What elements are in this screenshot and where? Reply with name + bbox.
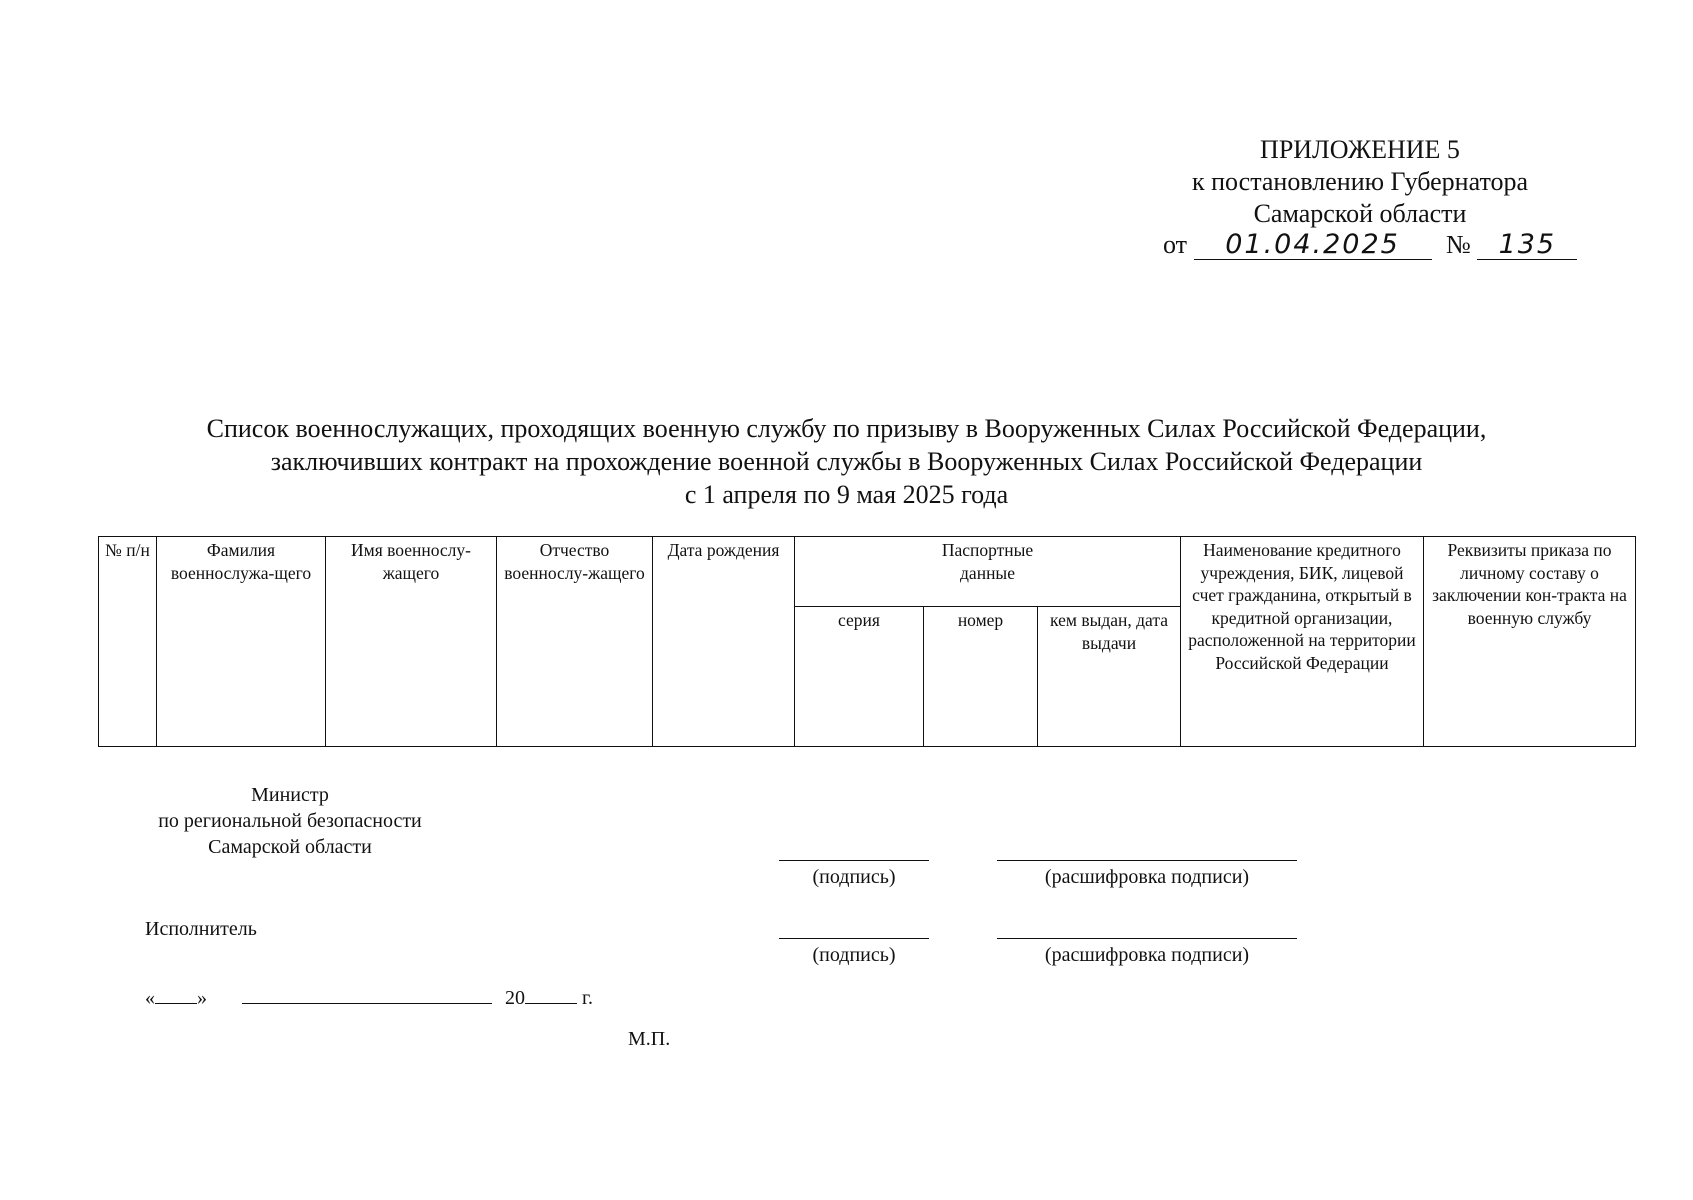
date-prefix: от [1163,230,1188,259]
header-cell-name: Имя военнослу-жащего [326,537,497,747]
signing-date-line [145,985,593,1011]
appendix-region-line: Самарской области [1253,199,1467,228]
appendix-header [1150,134,1570,230]
minister-title: Министр [251,784,329,806]
document-title [0,412,1693,511]
year-blank [525,985,577,1004]
minister-decoding-caption: (расшифровка подписи) [1044,866,1250,888]
title-line-3: с 1 апреля по 9 мая 2025 года [684,480,1009,509]
stamp-label: М.П. [628,1028,671,1050]
header-cell-surname: Фамилия военнослужа-щего [157,537,326,747]
year-suffix: г. [582,987,593,1009]
minister-region: Самарской области [208,836,372,858]
executor-signature-caption: (подпись) [812,944,896,966]
table-header-row-1 [99,537,1636,607]
minister-block [145,782,435,860]
header-cell-patronymic: Отчество военнослу-жащего [497,537,653,747]
title-line-1: Список военнослужащих, проходящих военную службу по призыву в Вооруженных Силах Российской Федерации, [206,414,1487,443]
header-cell-num: № п/н [99,537,157,747]
minister-decoding-line [997,860,1297,861]
title-line-2: заключивших контракт на прохождение военной службы в Вооруженных Силах Российской Федерации [270,447,1423,476]
executor-decoding-caption: (расшифровка подписи) [1044,944,1250,966]
year-prefix: 20 [505,987,525,1009]
header-cell-number: номер [924,607,1038,747]
decree-date-line [1163,230,1577,260]
decree-date-handwritten: 01.04.2025 [1194,231,1432,260]
executor-label: Исполнитель [145,918,257,940]
appendix-decree-line: к постановлению Губернатора [1191,167,1529,196]
header-cell-issued: кем выдан, дата выдачи [1038,607,1181,747]
date-quote-close: » [197,987,207,1009]
header-cell-series: серия [795,607,924,747]
executor-decoding-line [997,938,1297,939]
servicemen-table [98,536,1636,747]
number-prefix: № [1446,230,1471,259]
header-cell-birthdate: Дата рождения [653,537,795,747]
header-cell-passport: Паспортные данные [795,537,1181,607]
day-blank [155,985,197,1004]
date-quote-open: « [145,987,155,1009]
minister-signature-line [779,860,929,861]
minister-signature-caption: (подпись) [812,866,896,888]
appendix-title: ПРИЛОЖЕНИЕ 5 [1260,135,1460,164]
header-cell-order: Реквизиты приказа по личному составу о заключении кон-тракта на военную службу [1424,537,1636,747]
month-blank [242,985,492,1004]
executor-signature-line [779,938,929,939]
minister-department: по региональной безопасности [158,810,422,832]
decree-number-handwritten: 135 [1477,231,1577,260]
header-cell-bank: Наименование кредитного учреждения, БИК, лицевой счет гражданина, открытый в кредитной организации, расположенной на территории Российской Федерации [1181,537,1424,747]
